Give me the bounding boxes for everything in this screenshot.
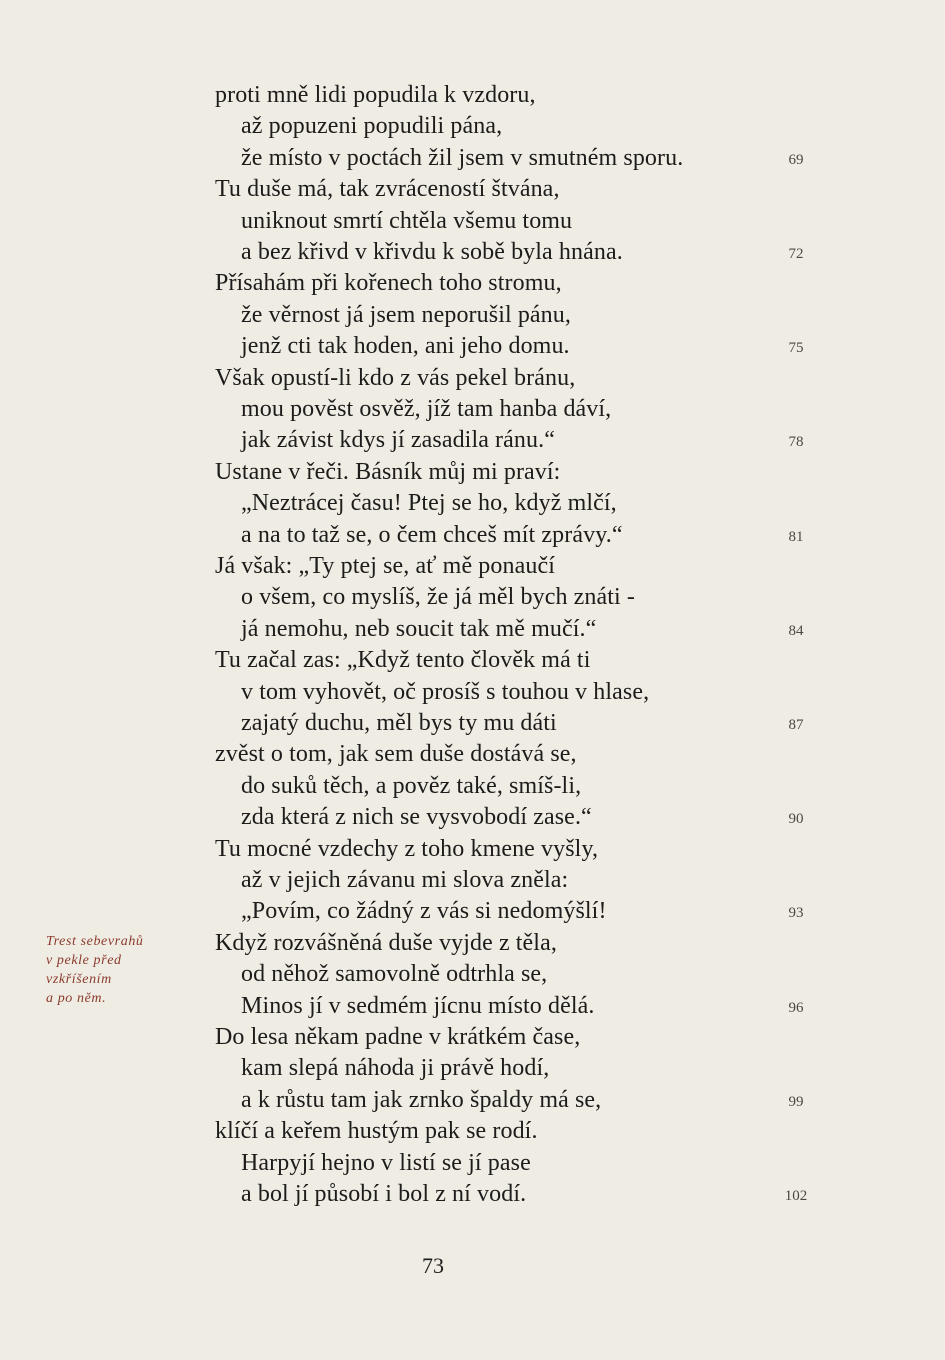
line-number: 72 [788,246,804,262]
verse-line: Ustane v řeči. Básník můj mi praví: [215,458,561,485]
verse-line: a na to taž se, o čem chceš mít zprávy.“ [241,521,623,548]
verse-line: od něhož samovolně odtrhla se, [241,961,548,988]
verse-line: až popuzeni popudili pána, [241,113,503,140]
verse-line: až v jejich závanu mi slova zněla: [241,867,569,893]
verse-line: Já však: „Ty ptej se, ať mě ponaučí [215,553,555,579]
verse-line: a bez křivd v křivdu k sobě byla hnána. [241,239,623,265]
verse-line: jenž cti tak hoden, ani jeho domu. [241,333,570,360]
verse-line: Harpyjí hejno v listí se jí pase [241,1149,531,1176]
line-number: 99 [788,1093,804,1110]
margin-note-line: v pekle před [46,953,122,968]
verse-line: Tu duše má, tak zvráceností štvána, [215,176,560,203]
verse-line: a bol jí působí i bol z ní vodí. [241,1181,527,1207]
verse-line: mou pověst osvěž, jíž tam hanba dáví, [241,396,612,422]
verse-line: v tom vyhovět, oč prosíš s touhou v hlase, [241,678,650,705]
line-number: 78 [788,434,804,451]
verse-line: Tu začal zas: „Když tento člověk má ti [215,647,591,674]
verse-line: jak závist kdys jí zasadila ránu.“ [241,427,555,454]
line-number: 87 [788,717,804,733]
verse-line: o všem, co myslíš, že já měl bych znáti - [241,584,635,611]
verse-line: do suků těch, a pověz také, smíš-li, [241,772,582,799]
verse-line: že místo v poctách žil jsem v smutném sporu. [241,144,684,171]
verse-line: Minos jí v sedmém jícnu místo dělá. [241,992,595,1019]
verse-line: zvěst o tom, jak sem duše dostává se, [215,741,577,768]
margin-note-line: Trest sebevrahů [46,934,144,949]
verse-line: proti mně lidi popudila k vzdoru, [215,82,536,108]
verse-line: uniknout smrtí chtěla všemu tomu [241,207,573,234]
line-number: 96 [788,999,804,1016]
verse-line: klíčí a keřem hustým pak se rodí. [215,1118,538,1145]
verse-line: zajatý duchu, měl bys ty mu dáti [241,710,557,736]
line-number: 81 [788,528,804,545]
verse-line: Když rozvášněná duše vyjde z těla, [215,929,557,956]
verse-line: „Neztrácej času! Ptej se ho, když mlčí, [241,490,617,517]
margin-note [46,932,186,1008]
verse-line: kam slepá náhoda ji právě hodí, [241,1055,550,1082]
line-number: 84 [788,622,804,639]
verse-line: Tu mocné vzdechy z toho kmene vyšly, [215,835,599,862]
margin-note-line: a po něm. [46,991,107,1006]
page-number: 73 [422,1253,444,1278]
line-number: 75 [788,340,804,357]
verse-line: a k růstu tam jak zrnko špaldy má se, [241,1086,602,1113]
line-number: 93 [788,905,804,922]
verse-line: já nemohu, neb soucit tak mě mučí.“ [241,615,597,642]
verse-line: Však opustí-li kdo z vás pekel bránu, [215,364,576,391]
verse-line: zda která z nich se vysvobodí zase.“ [241,804,592,831]
verse-line: „Povím, co žádný z vás si nedomýšlí! [241,898,607,925]
verse-line: že věrnost já jsem neporušil pánu, [241,301,571,328]
verse-line: Do lesa někam padne v krátkém čase, [215,1024,581,1050]
line-number: 102 [784,1188,808,1204]
line-number: 90 [788,811,804,828]
line-number: 69 [788,151,804,168]
margin-note-line: vzkříšením [46,972,112,987]
verse-line: Přísahám při kořenech toho stromu, [215,270,562,297]
